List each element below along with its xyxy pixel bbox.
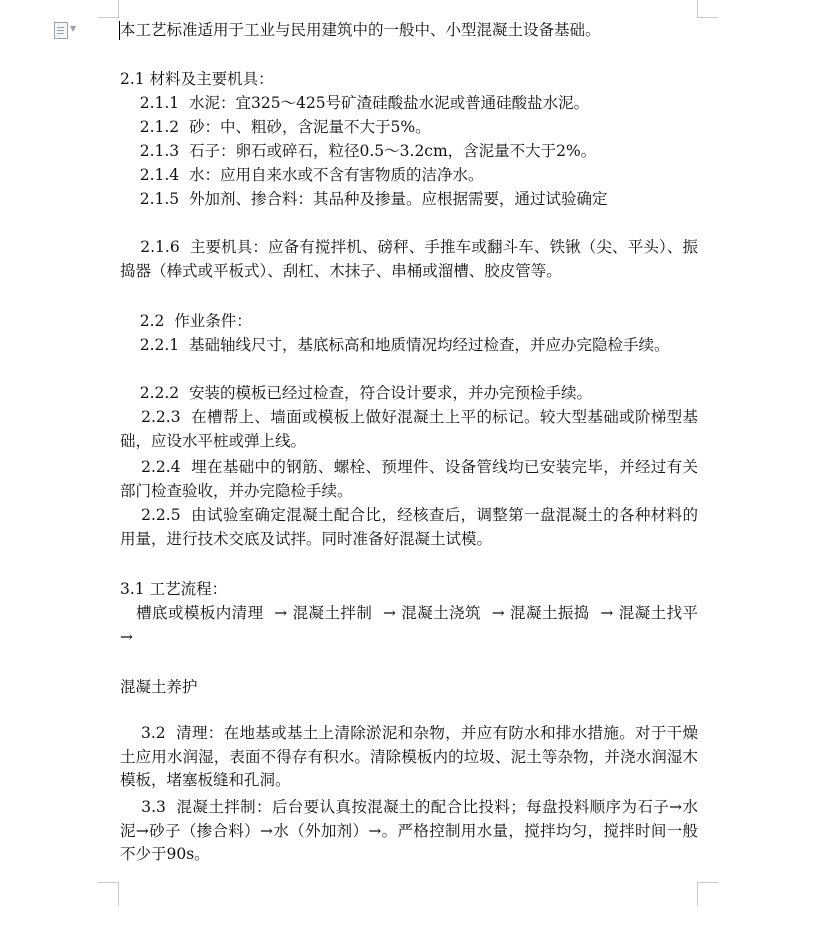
chevron-down-icon[interactable]: ▼ bbox=[70, 24, 77, 33]
paragraph-curing[interactable]: 混凝土养护 bbox=[120, 678, 198, 696]
paragraph-mix-ratio[interactable]: 2.2.5 由试验室确定混凝土配合比，经核查后，调整第一盘混凝土的各种材料的用量，进行技术交底及试拌。同时准备好混凝土试模。 bbox=[120, 506, 699, 548]
crop-mark-top-left-v bbox=[118, 0, 119, 18]
heading-process[interactable]: 3.1 工艺流程： bbox=[120, 580, 228, 598]
paragraph-water[interactable]: 2.1.4 水：应用自来水或不含有害物质的洁净水。 bbox=[120, 166, 484, 184]
crop-mark-top-right-v bbox=[697, 0, 698, 18]
paragraph-scope[interactable]: 本工艺标准适用于工业与民用建筑中的一般中、小型混凝土设备基础。 bbox=[120, 21, 601, 39]
paragraph-sand[interactable]: 2.1.2 砂：中、粗砂，含泥量不大于5%。 bbox=[120, 118, 431, 136]
paragraph-admixture[interactable]: 2.1.5 外加剂、掺合料：其品种及掺量。应根据需要，通过试验确定 bbox=[120, 190, 608, 208]
crop-mark-bottom-right-v bbox=[697, 882, 698, 906]
crop-mark-bottom-left-h bbox=[98, 882, 119, 883]
paragraph-equipment[interactable]: 2.1.6 主要机具：应备有搅拌机、磅秤、手推车或翻斗车、铁锹（尖、平头）、振捣器（棒式或平板式）、刮杠、木抹子、串桶或溜槽、胶皮管等。 bbox=[120, 238, 698, 280]
paragraph-stone[interactable]: 2.1.3 石子：卵石或碎石，粒径0.5～3.2cm，含泥量不大于2%。 bbox=[120, 142, 597, 160]
heading-materials[interactable]: 2.1 材料及主要机具： bbox=[120, 70, 274, 88]
crop-mark-top-left-h bbox=[98, 17, 119, 18]
paragraph-mixing[interactable]: 3.3 混凝土拌制：后台要认真按混凝土的配合比投料；每盘投料顺序为石子→水泥→砂子（掺合料）→水（外加剂）→。严格控制用水量，搅拌均匀，搅拌时间一般不少于90s。 bbox=[120, 798, 698, 863]
paragraph-marking[interactable]: 2.2.3 在槽帮上、墙面或模板上做好混凝土上平的标记。较大型基础或阶梯型基础，应设水平桩或弹上线。 bbox=[120, 408, 699, 450]
paragraph-process-flow[interactable]: 槽底或模板内清理 → 混凝土拌制 → 混凝土浇筑 → 混凝土振捣 → 混凝土找平 → bbox=[120, 604, 708, 646]
crop-mark-bottom-left-v bbox=[118, 882, 119, 906]
document-icon[interactable] bbox=[54, 22, 68, 39]
crop-mark-top-right-h bbox=[697, 17, 718, 18]
heading-conditions[interactable]: 2.2 作业条件： bbox=[120, 312, 252, 330]
crop-mark-bottom-right-h bbox=[697, 882, 718, 883]
paragraph-cleaning[interactable]: 3.2 清理：在地基或基土上清除淤泥和杂物，并应有防水和排水措施。对于干燥土应用水润湿，表面不得存有积水。清除模板内的垃圾、泥土等杂物，并浇水润湿木模板，堵塞板缝和孔洞。 bbox=[120, 724, 698, 789]
paragraph-cement[interactable]: 2.1.1 水泥：宜325～425号矿渣硅酸盐水泥或普通硅酸盐水泥。 bbox=[120, 94, 590, 112]
paragraph-formwork[interactable]: 2.2.2 安装的模板已经过检查，符合设计要求，并办完预检手续。 bbox=[120, 384, 593, 402]
paragraph-axis-check[interactable]: 2.2.1 基础轴线尺寸，基底标高和地质情况均经过检查，并应办完隐检手续。 bbox=[120, 336, 670, 354]
paragraph-embedded[interactable]: 2.2.4 埋在基础中的钢筋、螺栓、预埋件、设备管线均已安装完毕，并经过有关部门检查验收，并办完隐检手续。 bbox=[120, 458, 699, 500]
